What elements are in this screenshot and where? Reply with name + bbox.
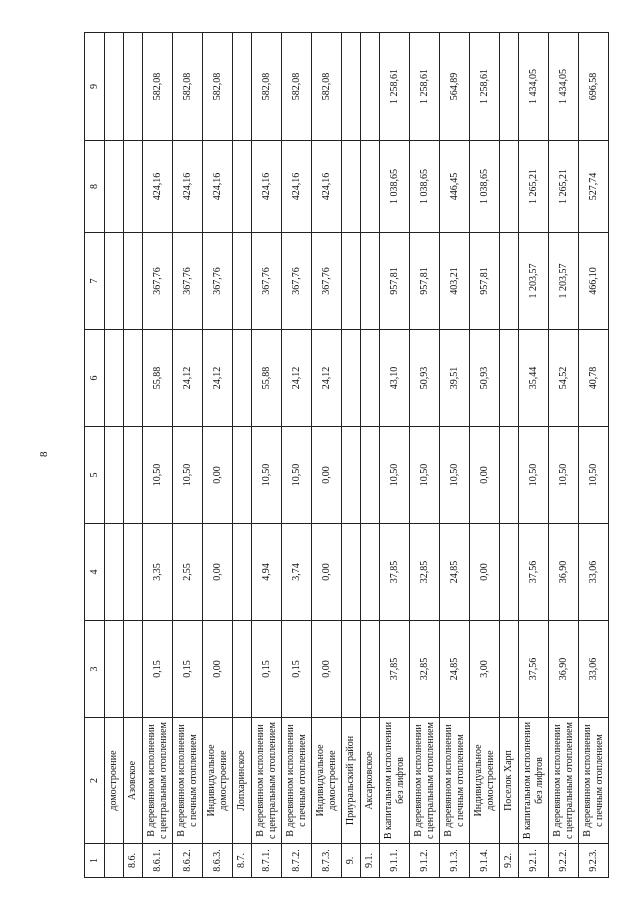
row-value: 0,15 [143, 621, 173, 718]
row-value: 1 038,65 [470, 141, 500, 233]
column-header: 8 [85, 141, 105, 233]
table-row [312, 33, 342, 878]
row-value [233, 427, 252, 524]
table-row [124, 33, 143, 878]
row-value: 1 038,65 [410, 141, 440, 233]
table-row [361, 33, 380, 878]
column-header: 6 [85, 330, 105, 427]
header-row [85, 33, 105, 878]
row-value [500, 33, 519, 141]
row-value: 40,78 [579, 330, 609, 427]
row-value: 424,16 [173, 141, 203, 233]
row-value: 0,15 [282, 621, 312, 718]
row-value: 0,00 [203, 621, 233, 718]
column-header: 5 [85, 427, 105, 524]
row-number: 9.2.2. [549, 844, 579, 878]
row-name: В деревянном исполнении с центральным отоплением [143, 718, 173, 844]
row-value: 54,52 [549, 330, 579, 427]
row-value: 1 038,65 [380, 141, 410, 233]
row-value: 0,00 [203, 427, 233, 524]
row-value: 1 434,05 [549, 33, 579, 141]
row-value [342, 233, 361, 330]
column-header: 7 [85, 233, 105, 330]
row-value [233, 33, 252, 141]
row-name: Лопхаринское [233, 718, 252, 844]
row-value: 55,88 [252, 330, 282, 427]
table-row [579, 33, 609, 878]
row-value: 564,89 [440, 33, 470, 141]
row-value [105, 427, 124, 524]
row-value [105, 141, 124, 233]
row-value [124, 141, 143, 233]
row-name: В деревянном исполнении с центральным отоплением [252, 718, 282, 844]
row-value: 32,85 [410, 524, 440, 621]
row-value: 24,12 [203, 330, 233, 427]
table-body [85, 33, 609, 878]
row-value: 527,74 [579, 141, 609, 233]
row-name: Приуральский район [342, 718, 361, 844]
row-value [500, 427, 519, 524]
row-number: 8.7.1. [252, 844, 282, 878]
row-value [342, 524, 361, 621]
column-header: 2 [85, 718, 105, 844]
row-name: домостроение [105, 718, 124, 844]
row-number: 8.6.2. [173, 844, 203, 878]
row-value: 424,16 [203, 141, 233, 233]
row-name: В деревянном исполнении с печным отоплением [579, 718, 609, 844]
row-value: 10,50 [282, 427, 312, 524]
row-value [342, 33, 361, 141]
row-value: 0,15 [173, 621, 203, 718]
row-value: 0,15 [252, 621, 282, 718]
row-value [361, 33, 380, 141]
row-value: 1 265,21 [549, 141, 579, 233]
row-value: 50,93 [410, 330, 440, 427]
row-value: 10,50 [143, 427, 173, 524]
row-name: Поселок Харп [500, 718, 519, 844]
row-value: 367,76 [252, 233, 282, 330]
row-number: 9. [342, 844, 361, 878]
row-value: 957,81 [470, 233, 500, 330]
row-value [342, 141, 361, 233]
row-name: В капитальном исполнении без лифтов [380, 718, 410, 844]
row-value: 0,00 [470, 524, 500, 621]
row-value: 367,76 [312, 233, 342, 330]
row-value [124, 33, 143, 141]
column-header: 1 [85, 844, 105, 878]
row-value [233, 524, 252, 621]
row-number: 9.2. [500, 844, 519, 878]
table-row [252, 33, 282, 878]
row-value: 367,76 [143, 233, 173, 330]
page-number: 8 [38, 451, 50, 457]
row-value: 957,81 [410, 233, 440, 330]
row-value: 37,85 [380, 524, 410, 621]
row-value [361, 141, 380, 233]
row-number: 8.6.3. [203, 844, 233, 878]
row-value [233, 621, 252, 718]
row-value [105, 33, 124, 141]
row-value: 696,58 [579, 33, 609, 141]
row-value: 24,12 [312, 330, 342, 427]
row-value: 37,56 [519, 621, 549, 718]
tariff-table [84, 32, 609, 878]
table-row [143, 33, 173, 878]
row-name: В деревянном исполнении с печным отоплением [440, 718, 470, 844]
table-row [233, 33, 252, 878]
row-value [105, 233, 124, 330]
row-value: 0,00 [312, 427, 342, 524]
row-value: 582,08 [282, 33, 312, 141]
row-value: 367,76 [173, 233, 203, 330]
row-value: 424,16 [143, 141, 173, 233]
table-row [282, 33, 312, 878]
row-value [124, 621, 143, 718]
row-value: 1 258,61 [470, 33, 500, 141]
row-value [361, 524, 380, 621]
row-value: 424,16 [252, 141, 282, 233]
column-header: 3 [85, 621, 105, 718]
row-value: 3,35 [143, 524, 173, 621]
row-value [342, 621, 361, 718]
row-value: 24,85 [440, 621, 470, 718]
row-value [500, 233, 519, 330]
rotated-table-wrapper [84, 33, 609, 878]
row-name: В деревянном исполнении с печным отоплением [173, 718, 203, 844]
row-value: 1 434,05 [519, 33, 549, 141]
row-value: 36,90 [549, 621, 579, 718]
row-value: 24,12 [282, 330, 312, 427]
row-value: 424,16 [282, 141, 312, 233]
row-value: 10,50 [410, 427, 440, 524]
row-value [233, 233, 252, 330]
row-value [342, 330, 361, 427]
row-value: 582,08 [143, 33, 173, 141]
row-name: Индивидуальное домостроение [203, 718, 233, 844]
row-value: 1 203,57 [549, 233, 579, 330]
table-row [500, 33, 519, 878]
row-number: 8.6.1. [143, 844, 173, 878]
row-value [233, 141, 252, 233]
row-value: 24,12 [173, 330, 203, 427]
table-row [470, 33, 500, 878]
row-value: 0,00 [470, 427, 500, 524]
row-number: 8.6. [124, 844, 143, 878]
row-value: 3,00 [470, 621, 500, 718]
row-name: В деревянном исполнении с центральным отоплением [549, 718, 579, 844]
row-value: 33,06 [579, 524, 609, 621]
table-row [203, 33, 233, 878]
row-name: Азовское [124, 718, 143, 844]
row-value: 1 265,21 [519, 141, 549, 233]
row-value: 0,00 [312, 524, 342, 621]
row-name: Индивидуальное домостроение [312, 718, 342, 844]
row-number: 8.7.2. [282, 844, 312, 878]
row-value: 582,08 [203, 33, 233, 141]
row-name: В капитальном исполнении без лифтов [519, 718, 549, 844]
row-number [105, 844, 124, 878]
row-value [342, 427, 361, 524]
row-value: 10,50 [440, 427, 470, 524]
row-value: 50,93 [470, 330, 500, 427]
row-value [500, 141, 519, 233]
row-value: 37,56 [519, 524, 549, 621]
row-value: 466,10 [579, 233, 609, 330]
row-value [361, 621, 380, 718]
row-value: 4,94 [252, 524, 282, 621]
row-value [105, 621, 124, 718]
row-value: 957,81 [380, 233, 410, 330]
row-value: 10,50 [173, 427, 203, 524]
row-number: 9.1.1. [380, 844, 410, 878]
row-number: 9.2.3. [579, 844, 609, 878]
row-value: 582,08 [312, 33, 342, 141]
row-value [105, 524, 124, 621]
row-value: 0,00 [312, 621, 342, 718]
row-value [361, 427, 380, 524]
row-value: 446,45 [440, 141, 470, 233]
row-value: 367,76 [203, 233, 233, 330]
row-value: 33,06 [579, 621, 609, 718]
row-value: 3,74 [282, 524, 312, 621]
row-value: 35,44 [519, 330, 549, 427]
row-value: 582,08 [173, 33, 203, 141]
row-value: 10,50 [579, 427, 609, 524]
row-value [124, 427, 143, 524]
row-number: 9.2.1. [519, 844, 549, 878]
row-name: В деревянном исполнении с печным отоплением [282, 718, 312, 844]
row-value: 39,51 [440, 330, 470, 427]
row-value [500, 621, 519, 718]
row-value: 10,50 [519, 427, 549, 524]
row-number: 9.1.3. [440, 844, 470, 878]
row-value: 1 258,61 [380, 33, 410, 141]
row-value: 24,85 [440, 524, 470, 621]
row-number: 8.7.3. [312, 844, 342, 878]
table-row [549, 33, 579, 878]
row-value: 424,16 [312, 141, 342, 233]
column-header: 4 [85, 524, 105, 621]
row-value [124, 233, 143, 330]
row-number: 8.7. [233, 844, 252, 878]
column-header: 9 [85, 33, 105, 141]
table-row [519, 33, 549, 878]
row-value [500, 524, 519, 621]
table-row [105, 33, 124, 878]
row-value: 2,55 [173, 524, 203, 621]
row-value: 403,21 [440, 233, 470, 330]
table-row [380, 33, 410, 878]
row-value: 10,50 [252, 427, 282, 524]
table-row [440, 33, 470, 878]
row-value [500, 330, 519, 427]
row-value: 1 203,57 [519, 233, 549, 330]
row-value [124, 524, 143, 621]
table-row [342, 33, 361, 878]
row-value: 0,00 [203, 524, 233, 621]
row-number: 9.1.4. [470, 844, 500, 878]
row-value: 43,10 [380, 330, 410, 427]
row-value: 37,85 [380, 621, 410, 718]
row-value [124, 330, 143, 427]
table-row [410, 33, 440, 878]
row-value: 1 258,61 [410, 33, 440, 141]
row-name: В деревянном исполнении с центральным отоплением [410, 718, 440, 844]
row-value: 582,08 [252, 33, 282, 141]
row-value [233, 330, 252, 427]
row-name: Индивидуальное домостроение [470, 718, 500, 844]
row-value: 10,50 [549, 427, 579, 524]
row-value: 36,90 [549, 524, 579, 621]
row-value: 55,88 [143, 330, 173, 427]
row-name: Аксарковское [361, 718, 380, 844]
table-row [173, 33, 203, 878]
row-value [361, 330, 380, 427]
row-number: 9.1.2. [410, 844, 440, 878]
row-value [361, 233, 380, 330]
row-value: 10,50 [380, 427, 410, 524]
row-value: 367,76 [282, 233, 312, 330]
row-number: 9.1. [361, 844, 380, 878]
row-value [105, 330, 124, 427]
row-value: 32,85 [410, 621, 440, 718]
